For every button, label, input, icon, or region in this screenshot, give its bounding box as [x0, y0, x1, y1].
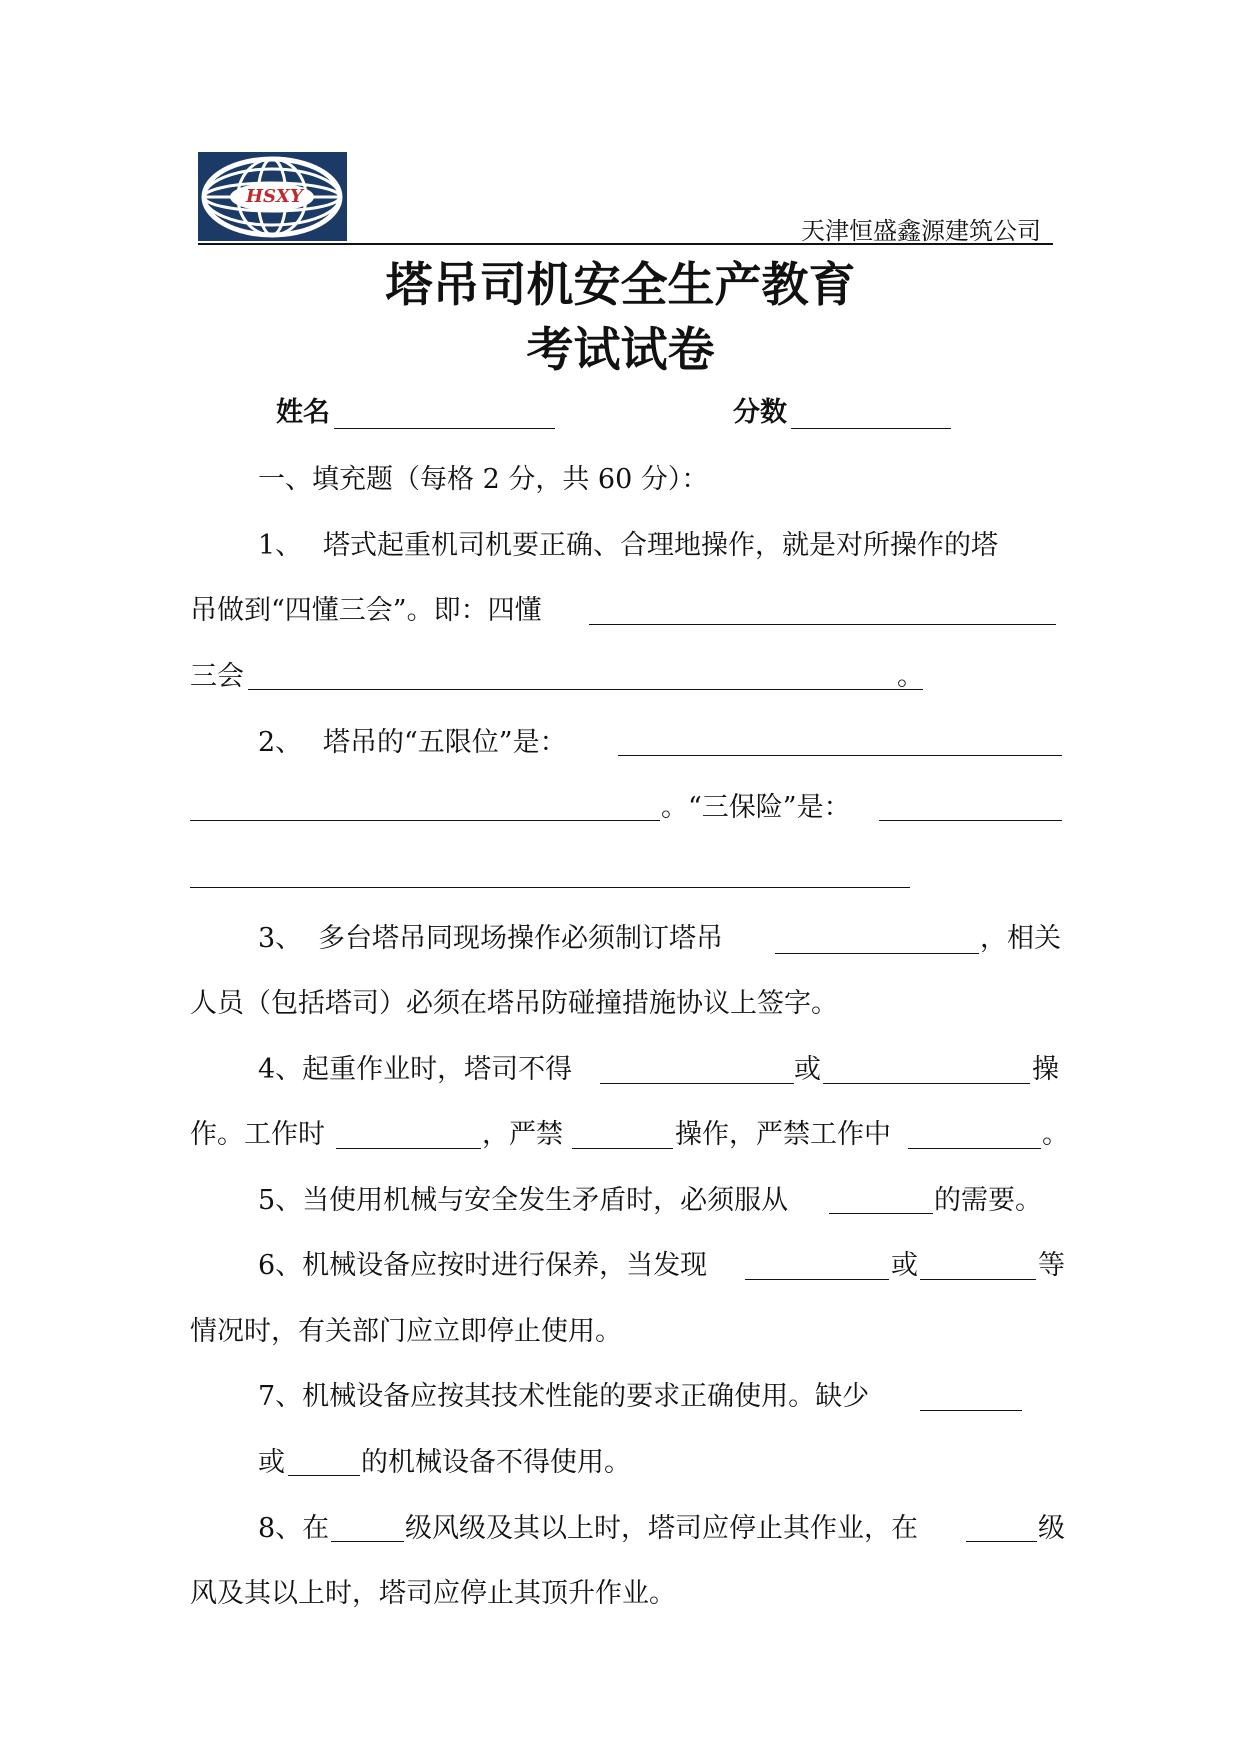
q6-blank-2[interactable]: [920, 1279, 1036, 1280]
page-title: 塔吊司机安全生产教育: [385, 258, 856, 313]
q8-text-1: 8、在: [258, 1513, 330, 1544]
q1-text-2: 吊做到“四懂三会”。即：四懂: [190, 595, 542, 626]
q6-text-2: 情况时，有关部门应立即停止使用。: [190, 1316, 622, 1347]
q3-number: 3、: [258, 923, 303, 954]
q4-text-2c: 操作，严禁工作中: [675, 1119, 891, 1150]
q4-blank-2[interactable]: [823, 1083, 1030, 1084]
q8-text-2: 风及其以上时，塔司应停止其顶升作业。: [190, 1578, 676, 1609]
q3-text-1: 多台塔吊同现场操作必须制订塔吊: [318, 923, 723, 954]
q1-text-3: 三会: [190, 661, 244, 692]
page-subtitle: 考试试卷: [526, 323, 715, 378]
q6-blank-1[interactable]: [745, 1279, 889, 1280]
q4-blank-3[interactable]: [336, 1148, 481, 1149]
q2-blank-wuxianwei-1[interactable]: [618, 755, 1062, 756]
q7-text-2a: 或: [258, 1447, 285, 1478]
q1-text-3-end: 。: [897, 661, 924, 692]
q8-blank-2[interactable]: [966, 1541, 1037, 1542]
q4-text-2d: 。: [1042, 1119, 1069, 1150]
q6-text-1c: 等: [1038, 1250, 1065, 1281]
q8-text-1c: 级: [1038, 1513, 1065, 1544]
q4-blank-4[interactable]: [572, 1148, 673, 1149]
score-label: 分数: [733, 397, 787, 428]
q4-text-1c: 操: [1032, 1054, 1059, 1085]
q1-blank-sanhui[interactable]: [248, 689, 923, 690]
q7-blank-2[interactable]: [288, 1475, 360, 1476]
company-name: 天津恒盛鑫源建筑公司: [801, 217, 1041, 245]
q3-text-2: 人员（包括塔司）必须在塔吊防碰撞措施协议上签字。: [190, 988, 838, 1019]
q2-blank-sanbaoxian-2[interactable]: [190, 887, 910, 888]
q1-text-1: 塔式起重机司机要正确、合理地操作，就是对所操作的塔: [323, 530, 998, 561]
q3-text-1-end: ，相关: [980, 923, 1061, 954]
q7-text-2b: 的机械设备不得使用。: [361, 1447, 631, 1478]
q4-text-2a: 作。工作时: [190, 1119, 325, 1150]
section-heading: 一、填充题（每格 2 分，共 60 分）：: [258, 464, 709, 495]
q5-text-1: 5、当使用机械与安全发生矛盾时，必须服从: [258, 1185, 789, 1216]
name-label: 姓名: [276, 397, 330, 428]
q4-text-1: 4、起重作业时，塔司不得: [258, 1054, 573, 1085]
q7-text-1: 7、机械设备应按其技术性能的要求正确使用。缺少: [258, 1381, 870, 1412]
score-field[interactable]: [791, 428, 951, 429]
q2-blank-sanbaoxian-1[interactable]: [879, 820, 1062, 821]
q1-blank-sidong[interactable]: [589, 624, 1056, 625]
q4-blank-1[interactable]: [600, 1083, 794, 1084]
q3-blank[interactable]: [775, 953, 979, 954]
q8-blank-1[interactable]: [331, 1541, 404, 1542]
q4-blank-5[interactable]: [908, 1148, 1041, 1149]
q4-text-2b: ，严禁: [482, 1119, 563, 1150]
q2-blank-wuxianwei-2[interactable]: [190, 820, 660, 821]
logo-text: HSXY: [246, 186, 303, 207]
q5-blank[interactable]: [829, 1213, 933, 1214]
q2-text-1: 塔吊的“五限位”是：: [323, 727, 567, 758]
name-field[interactable]: [334, 428, 555, 429]
q8-text-1b: 级风级及其以上时，塔司应停止其作业，在: [405, 1513, 918, 1544]
q1-number: 1、: [258, 530, 303, 561]
company-logo: [198, 152, 347, 241]
q2-number: 2、: [258, 727, 303, 758]
q4-text-1b: 或: [794, 1054, 821, 1085]
q7-blank-1[interactable]: [920, 1410, 1022, 1411]
q5-text-1b: 的需要。: [934, 1185, 1042, 1216]
q6-text-1b: 或: [891, 1250, 918, 1281]
q6-text-1: 6、机械设备应按时进行保养，当发现: [258, 1250, 708, 1281]
q2-text-2: 。“三保险”是：: [661, 792, 851, 823]
header-rule: [198, 243, 1053, 245]
